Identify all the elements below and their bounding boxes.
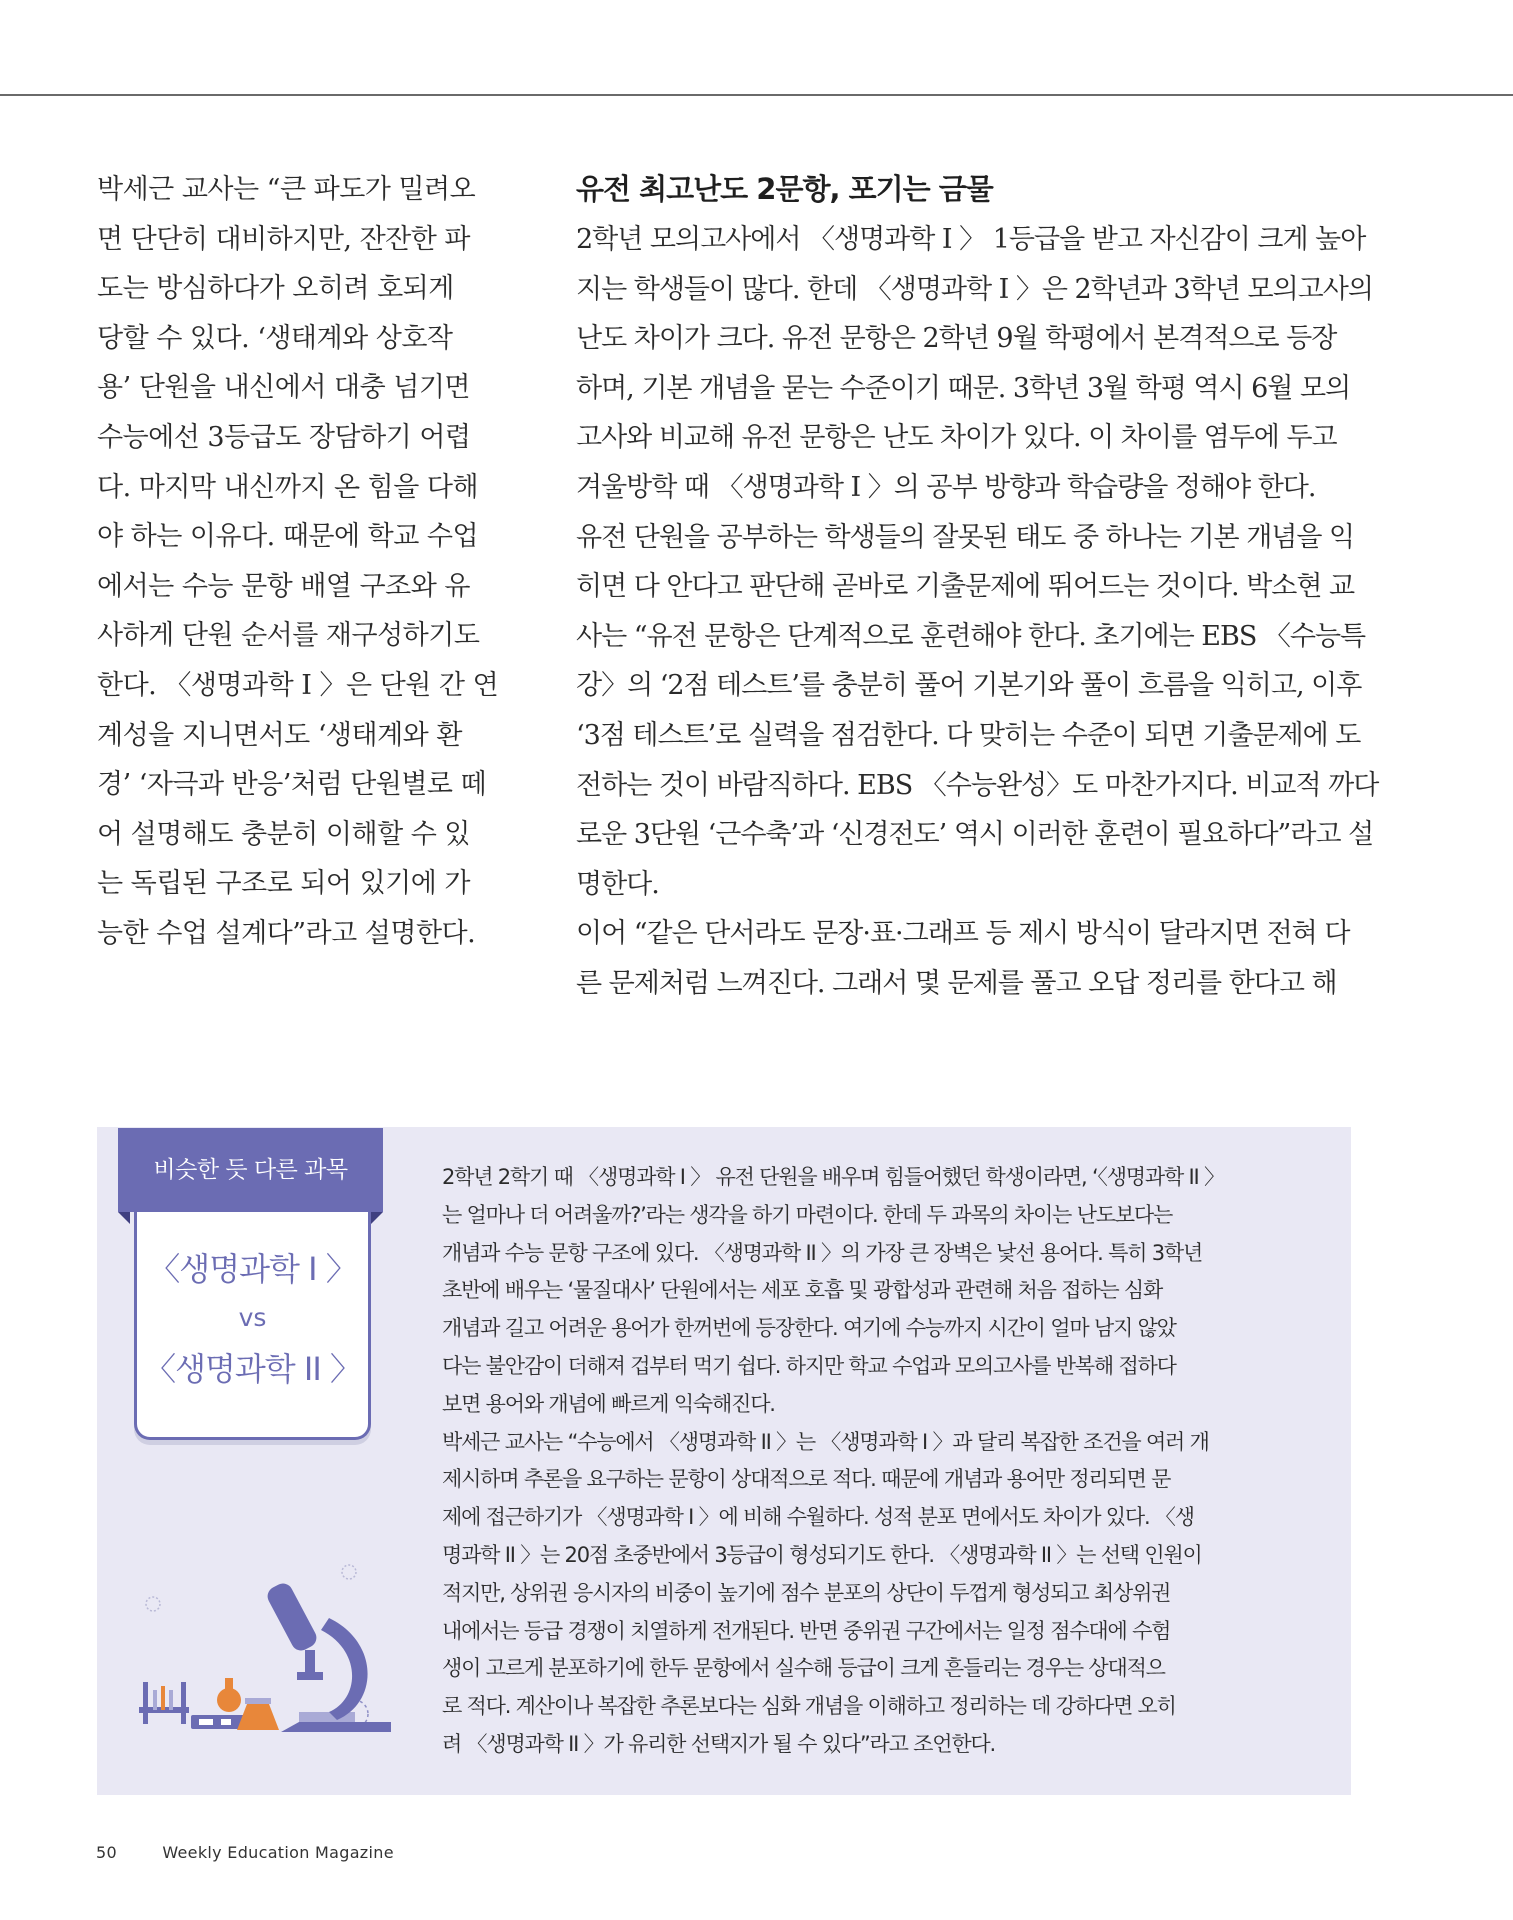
text-line: 겨울방학 때 〈생명과학 I 〉의 공부 방향과 학습량을 정해야 한다.	[576, 471, 1316, 503]
text-line: 적지만, 상위권 응시자의 비중이 높기에 점수 분포의 상단이 두껍게 형성되고 최상위권	[442, 1580, 1171, 1605]
card-vs: vs	[238, 1303, 267, 1332]
bubble-icon	[146, 1597, 160, 1611]
text-line: 난도 차이가 크다. 유전 문항은 2학년 9월 학평에서 본격적으로 등장	[576, 323, 1337, 355]
right-column	[576, 165, 1379, 1009]
box-tab-label: 비슷한 듯 다른 과목	[118, 1128, 383, 1212]
text-line: ‘3점 테스트’로 실력을 점검한다. 다 맞히는 수준이 되면 기출문제에 도	[576, 719, 1361, 751]
text-line: 2학년 모의고사에서 〈생명과학 I 〉 1등급을 받고 자신감이 크게 높아	[576, 224, 1366, 255]
text-line: 른 문제처럼 느껴진다. 그래서 몇 문제를 풀고 오답 정리를 한다고 해	[576, 967, 1337, 999]
text-line: 사하게 단원 순서를 재구성하기도	[97, 620, 480, 652]
text-line: 히면 다 안다고 판단해 곧바로 기출문제에 뛰어드는 것이다. 박소현 교	[576, 571, 1355, 603]
text-line: 보면 용어와 개념에 빠르게 익숙해진다.	[442, 1391, 775, 1416]
text-line: 도는 방심하다가 오히려 호되게	[97, 273, 454, 305]
text-line: 수능에선 3등급도 장담하기 어렵	[97, 421, 471, 453]
page-number: 50	[96, 1843, 117, 1862]
text-line: 야 하는 이유다. 때문에 학교 수업	[97, 521, 479, 553]
text-line: 명한다.	[576, 868, 659, 900]
text-line: 제에 접근하기가 〈생명과학 I 〉에 비해 수월하다. 성적 분포 면에서도 차이가 있다. 〈생	[442, 1505, 1194, 1530]
text-line: 이어 “같은 단서라도 문장·표·그래프 등 제시 방식이 달라지면 전혀 다	[576, 918, 1350, 950]
text-line: 로운 3단원 ‘근수축’과 ‘신경전도’ 역시 이러한 훈련이 필요하다”라고 설	[576, 819, 1374, 851]
text-line: 는 얼마나 더 어려울까?’라는 생각을 하기 마련이다. 한데 두 과목의 차이는 난도보다는	[442, 1202, 1173, 1227]
text-line: 다는 불안감이 더해져 겁부터 먹기 쉽다. 하지만 학교 수업과 모의고사를 반복해 접하다	[442, 1353, 1176, 1378]
text-line: 사는 “유전 문항은 단계적으로 훈련해야 한다. 초기에는 EBS 〈수능특	[576, 620, 1366, 652]
text-line: 로 적다. 계산이나 복잡한 추론보다는 심화 개념을 이해하고 정리하는 데 강하다면 오히	[442, 1694, 1176, 1719]
text-line: 에서는 수능 문항 배열 구조와 유	[97, 570, 470, 602]
tab-fold-right	[371, 1212, 383, 1224]
text-line: 면 단단히 대비하지만, 잔잔한 파	[97, 223, 470, 255]
text-line: 용’ 단원을 내신에서 대충 넘기면	[97, 372, 470, 404]
text-line: 려 〈생명과학 II 〉가 유리한 선택지가 될 수 있다”라고 조언한다.	[442, 1731, 995, 1756]
text-line: 내에서는 등급 경쟁이 치열하게 전개된다. 반면 중위권 구간에서는 일정 점수대에 수험	[442, 1618, 1171, 1643]
text-line: 는 독립된 구조로 되어 있기에 가	[97, 868, 470, 900]
text-line: 다. 마지막 내신까지 온 힘을 다해	[97, 471, 479, 503]
text-line: 고사와 비교해 유전 문항은 난도 차이가 있다. 이 차이를 염두에 두고	[576, 422, 1337, 454]
subject-card	[134, 1212, 371, 1440]
text-line: 하며, 기본 개념을 묻는 수준이기 때문. 3학년 3월 학평 역시 6월 모의	[576, 372, 1351, 404]
text-line: 강〉의 ‘2점 테스트’를 충분히 풀어 기본기와 풀이 흐름을 익히고, 이후	[576, 670, 1362, 702]
text-line: 유전 단원을 공부하는 학생들의 잘못된 태도 중 하나는 기본 개념을 익	[576, 521, 1355, 553]
bubble-icon	[342, 1565, 356, 1579]
card-title-2: 〈생명과학 II 〉	[144, 1350, 361, 1388]
text-line: 개념과 수능 문항 구조에 있다. 〈생명과학 II 〉의 가장 큰 장벽은 낯선 용어다. 특히 3학년	[442, 1240, 1203, 1265]
card-title-1: 〈생명과학 I 〉	[148, 1250, 357, 1288]
text-line: 어 설명해도 충분히 이해할 수 있	[97, 818, 470, 850]
text-line: 박세근 교사는 “큰 파도가 밀려오	[97, 174, 476, 205]
text-line: 박세근 교사는 “수능에서 〈생명과학 II 〉는 〈생명과학 I 〉과 달리 복잡한 조건을 여러 개	[442, 1429, 1209, 1454]
tab-fold-left	[118, 1212, 130, 1224]
box-body	[442, 1159, 1322, 1764]
text-line: 초반에 배우는 ‘물질대사’ 단원에서는 세포 호흡 및 광합성과 관련해 처음 접하는 심화	[442, 1278, 1163, 1303]
microscope-icon	[264, 1580, 391, 1732]
top-rule	[0, 94, 1513, 96]
text-line: 경’ ‘자극과 반응’처럼 단원별로 떼	[97, 769, 487, 801]
right-body	[576, 215, 1379, 1009]
lab-equipment-illustration	[129, 1522, 469, 1752]
magazine-name: Weekly Education Magazine	[162, 1843, 394, 1862]
page-footer	[96, 1843, 394, 1862]
text-line: 개념과 길고 어려운 용어가 한꺼번에 등장한다. 여기에 수능까지 시간이 얼마 남지 않았	[442, 1316, 1176, 1341]
text-line: 전하는 것이 바람직하다. EBS 〈수능완성〉도 마찬가지다. 비교적 까다	[576, 769, 1379, 801]
text-line: 지는 학생들이 많다. 한데 〈생명과학 I 〉은 2학년과 3학년 모의고사의	[576, 273, 1373, 305]
text-line: 계성을 지니면서도 ‘생태계와 환	[97, 719, 462, 751]
left-column	[97, 165, 499, 959]
section-heading: 유전 최고난도 2문항, 포기는 금물	[576, 172, 993, 206]
text-line: 제시하며 추론을 요구하는 문항이 상대적으로 적다. 때문에 개념과 용어만 정리되면 문	[442, 1467, 1171, 1492]
text-line: 생이 고르게 분포하기에 한두 문항에서 실수해 등급이 크게 흔들리는 경우는 상대적으	[442, 1656, 1165, 1681]
sidebar-box	[97, 1127, 1351, 1795]
text-line: 한다. 〈생명과학 I 〉은 단원 간 연	[97, 669, 499, 701]
text-line: 2학년 2학기 때 〈생명과학 I 〉 유전 단원을 배우며 힘들어했던 학생이라면, ‘〈생명과학 II 〉	[442, 1165, 1224, 1189]
text-line: 명과학 II 〉는 20점 초중반에서 3등급이 형성되기도 한다. 〈생명과학 II 〉는 선택 인원이	[442, 1542, 1202, 1567]
text-line: 능한 수업 설계다”라고 설명한다.	[97, 917, 476, 949]
beaker-icon	[237, 1704, 279, 1730]
text-line: 당할 수 있다. ‘생태계와 상호작	[97, 322, 453, 354]
